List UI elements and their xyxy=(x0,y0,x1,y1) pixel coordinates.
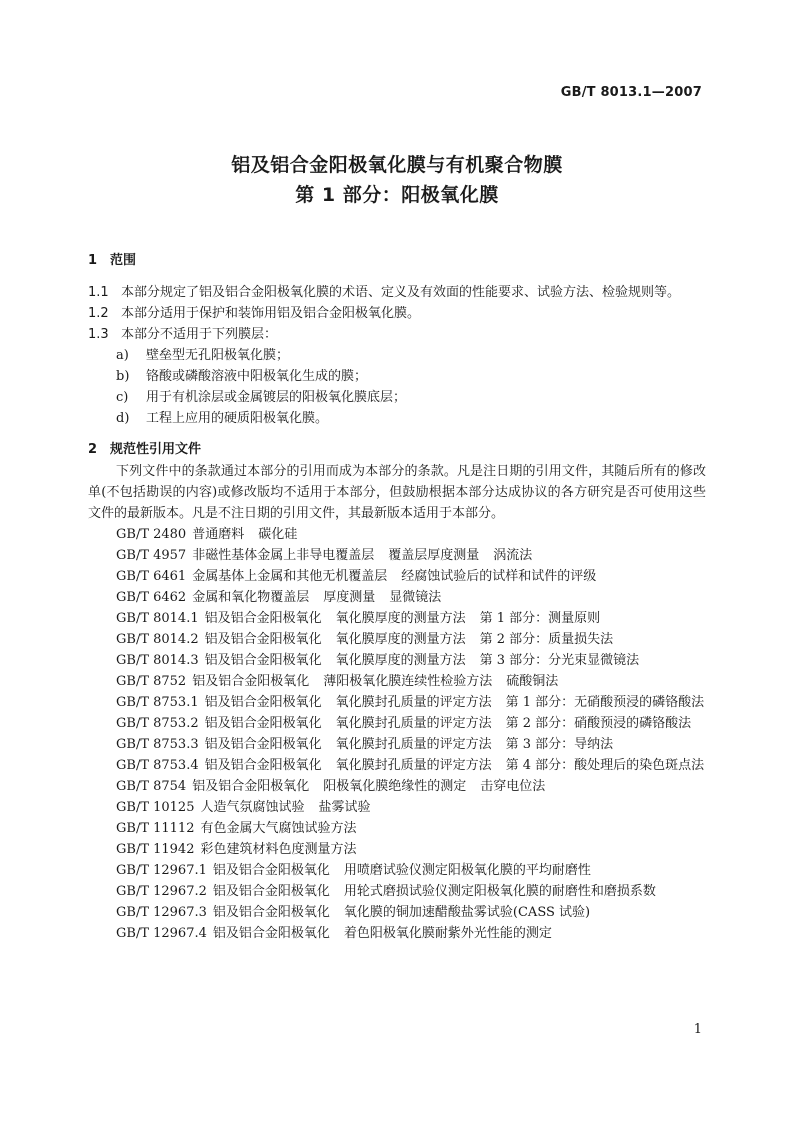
reference-code: GB/T 8753.3 xyxy=(116,737,199,752)
reference-title-part: 铝及铝合金阳极氧化 xyxy=(212,884,330,899)
reference-code: GB/T 8014.1 xyxy=(116,611,199,626)
reference-title-part: 铝及铝合金阳极氧化 xyxy=(212,863,330,878)
clause-number: 1.3 xyxy=(88,327,109,342)
reference-item xyxy=(88,713,706,734)
reference-title-part: 氧化膜封孔质量的评定方法 xyxy=(335,695,492,710)
reference-title-part: 铝及铝合金阳极氧化 xyxy=(204,737,322,752)
section-title: 规范性引用文件 xyxy=(110,442,202,457)
reference-item xyxy=(88,860,706,881)
reference-item xyxy=(88,566,706,587)
reference-code: GB/T 8752 xyxy=(116,674,187,689)
intro-paragraph: 下列文件中的条款通过本部分的引用而成为本部分的条款。凡是注日期的引用文件，其随后所有的修改单(不包括勘误的内容)或修改版均不适用于本部分，但鼓励根据本部分达成协议的各方研究是否可使用这些文件的最新版本。凡是不注日期的引用文件，其最新版本适用于本部分。 xyxy=(88,464,706,521)
list-text: 工程上应用的硬质阳极氧化膜。 xyxy=(146,411,329,426)
reference-title-part: 铝及铝合金阳极氧化 xyxy=(204,653,322,668)
list-text: 壁垒型无孔阳极氧化膜； xyxy=(146,348,290,363)
reference-title-part: 盐雾试验 xyxy=(318,800,371,815)
reference-title-part: 用轮式磨损试验仪测定阳极氧化膜的耐磨性和磨损系数 xyxy=(343,884,656,899)
reference-code: GB/T 6462 xyxy=(116,590,187,605)
list-marker: c) xyxy=(116,390,129,405)
reference-item xyxy=(88,902,706,923)
reference-title-part: 铝及铝合金阳极氧化 xyxy=(204,716,322,731)
reference-title-part: 第 1 部分：测量原则 xyxy=(479,611,601,626)
reference-title-part: 氧化膜封孔质量的评定方法 xyxy=(335,758,492,773)
reference-title-part: 金属基体上金属和其他无机覆盖层 xyxy=(192,569,388,584)
list-text: 用于有机涂层或金属镀层的阳极氧化膜底层； xyxy=(146,390,407,405)
section-title: 范围 xyxy=(110,253,137,268)
section-number: 2 xyxy=(88,442,98,457)
reference-item xyxy=(88,818,706,839)
section-1-heading xyxy=(88,250,706,271)
document-title: 铝及铝合金阳极氧化膜与有机聚合物膜 xyxy=(231,154,563,176)
reference-code: GB/T 4957 xyxy=(116,548,187,563)
clause-text: 本部分不适用于下列膜层： xyxy=(121,327,278,342)
reference-title-part: 铝及铝合金阳极氧化 xyxy=(192,779,310,794)
list-marker: b) xyxy=(116,369,130,384)
clause-number: 1.2 xyxy=(88,306,109,321)
reference-title-part: 薄阳极氧化膜连续性检验方法 xyxy=(323,674,493,689)
list-item xyxy=(88,408,706,429)
reference-code: GB/T 8014.3 xyxy=(116,653,199,668)
reference-title-part: 氧化膜厚度的测量方法 xyxy=(335,611,466,626)
reference-item xyxy=(88,797,706,818)
page-number: 1 xyxy=(693,1022,702,1037)
reference-code: GB/T 10125 xyxy=(116,800,195,815)
reference-code: GB/T 8014.2 xyxy=(116,632,199,647)
reference-code: GB/T 8753.2 xyxy=(116,716,199,731)
reference-item xyxy=(88,650,706,671)
reference-item xyxy=(88,608,706,629)
reference-title-part: 厚度测量 xyxy=(323,590,376,605)
reference-title-part: 彩色建筑材料色度测量方法 xyxy=(200,842,357,857)
reference-code: GB/T 8753.1 xyxy=(116,695,199,710)
clause-number: 1.1 xyxy=(88,285,109,300)
reference-title-part: 氧化膜厚度的测量方法 xyxy=(335,653,466,668)
reference-code: GB/T 11942 xyxy=(116,842,195,857)
reference-item xyxy=(88,587,706,608)
list-marker: d) xyxy=(116,411,130,426)
reference-title-part: 金属和氧化物覆盖层 xyxy=(192,590,310,605)
clause xyxy=(88,324,706,345)
reference-title-part: 第 1 部分：无硝酸预浸的磷铬酸法 xyxy=(505,695,705,710)
reference-title-part: 铝及铝合金阳极氧化 xyxy=(212,926,330,941)
reference-code: GB/T 11112 xyxy=(116,821,195,836)
reference-title-part: 人造气氛腐蚀试验 xyxy=(200,800,305,815)
list-item xyxy=(88,366,706,387)
standard-number: GB/T 8013.1—2007 xyxy=(560,85,702,100)
reference-title-part: 经腐蚀试验后的试样和试件的评级 xyxy=(401,569,597,584)
reference-title-part: 覆盖层厚度测量 xyxy=(388,548,480,563)
reference-title-part: 击穿电位法 xyxy=(480,779,546,794)
reference-title-part: 铝及铝合金阳极氧化 xyxy=(204,758,322,773)
document-subtitle: 第 1 部分：阳极氧化膜 xyxy=(295,184,499,206)
reference-item xyxy=(88,923,706,944)
clause xyxy=(88,303,706,324)
clause-text: 本部分规定了铝及铝合金阳极氧化膜的术语、定义及有效面的性能要求、试验方法、检验规则等。 xyxy=(121,285,681,300)
reference-title-part: 有色金属大气腐蚀试验方法 xyxy=(200,821,357,836)
reference-title-part: 铝及铝合金阳极氧化 xyxy=(212,905,330,920)
reference-title-part: 铝及铝合金阳极氧化 xyxy=(192,674,310,689)
list-item xyxy=(88,387,706,408)
clause-text: 本部分适用于保护和装饰用铝及铝合金阳极氧化膜。 xyxy=(121,306,421,321)
reference-title-part: 用喷磨试验仪测定阳极氧化膜的平均耐磨性 xyxy=(343,863,591,878)
reference-code: GB/T 12967.4 xyxy=(116,926,207,941)
reference-code: GB/T 12967.3 xyxy=(116,905,207,920)
reference-code: GB/T 6461 xyxy=(116,569,187,584)
reference-code: GB/T 8754 xyxy=(116,779,187,794)
reference-title-part: 第 4 部分：酸处理后的染色斑点法 xyxy=(505,758,705,773)
reference-title-part: 阳极氧化膜绝缘性的测定 xyxy=(323,779,467,794)
reference-title-part: 普通磨料 xyxy=(192,527,245,542)
reference-item xyxy=(88,839,706,860)
list-marker: a) xyxy=(116,348,129,363)
reference-item xyxy=(88,881,706,902)
reference-title-part: 着色阳极氧化膜耐紫外光性能的测定 xyxy=(343,926,552,941)
reference-title-part: 氧化膜的铜加速醋酸盐雾试验(CASS 试验) xyxy=(343,905,591,920)
reference-title-part: 第 3 部分：导纳法 xyxy=(505,737,614,752)
reference-title-part: 显微镜法 xyxy=(389,590,442,605)
reference-title-part: 氧化膜封孔质量的评定方法 xyxy=(335,716,492,731)
reference-item xyxy=(88,671,706,692)
reference-item xyxy=(88,629,706,650)
reference-list xyxy=(88,524,706,944)
reference-title-part: 第 2 部分：硝酸预浸的磷铬酸法 xyxy=(505,716,692,731)
reference-title-part: 涡流法 xyxy=(493,548,533,563)
reference-item xyxy=(88,524,706,545)
document-body xyxy=(88,250,706,944)
reference-code: GB/T 12967.2 xyxy=(116,884,207,899)
reference-code: GB/T 12967.1 xyxy=(116,863,207,878)
reference-item xyxy=(88,734,706,755)
reference-title-part: 第 3 部分：分光束显微镜法 xyxy=(479,653,640,668)
reference-title-part: 氧化膜厚度的测量方法 xyxy=(335,632,466,647)
section-number: 1 xyxy=(88,253,98,268)
reference-item xyxy=(88,545,706,566)
reference-title-part: 铝及铝合金阳极氧化 xyxy=(204,695,322,710)
reference-title-part: 铝及铝合金阳极氧化 xyxy=(204,611,322,626)
reference-code: GB/T 8753.4 xyxy=(116,758,199,773)
reference-title-part: 第 2 部分：质量损失法 xyxy=(479,632,614,647)
reference-title-part: 碳化硅 xyxy=(258,527,298,542)
reference-title-part: 硫酸铜法 xyxy=(506,674,559,689)
reference-title-part: 铝及铝合金阳极氧化 xyxy=(204,632,322,647)
reference-item xyxy=(88,692,706,713)
reference-item xyxy=(88,776,706,797)
clause xyxy=(88,282,706,303)
reference-title-part: 非磁性基体金属上非导电覆盖层 xyxy=(192,548,375,563)
list-item xyxy=(88,345,706,366)
section-2-heading xyxy=(88,439,706,460)
reference-item xyxy=(88,755,706,776)
reference-title-part: 氧化膜封孔质量的评定方法 xyxy=(335,737,492,752)
list-text: 铬酸或磷酸溶液中阳极氧化生成的膜； xyxy=(146,369,368,384)
reference-code: GB/T 2480 xyxy=(116,527,187,542)
